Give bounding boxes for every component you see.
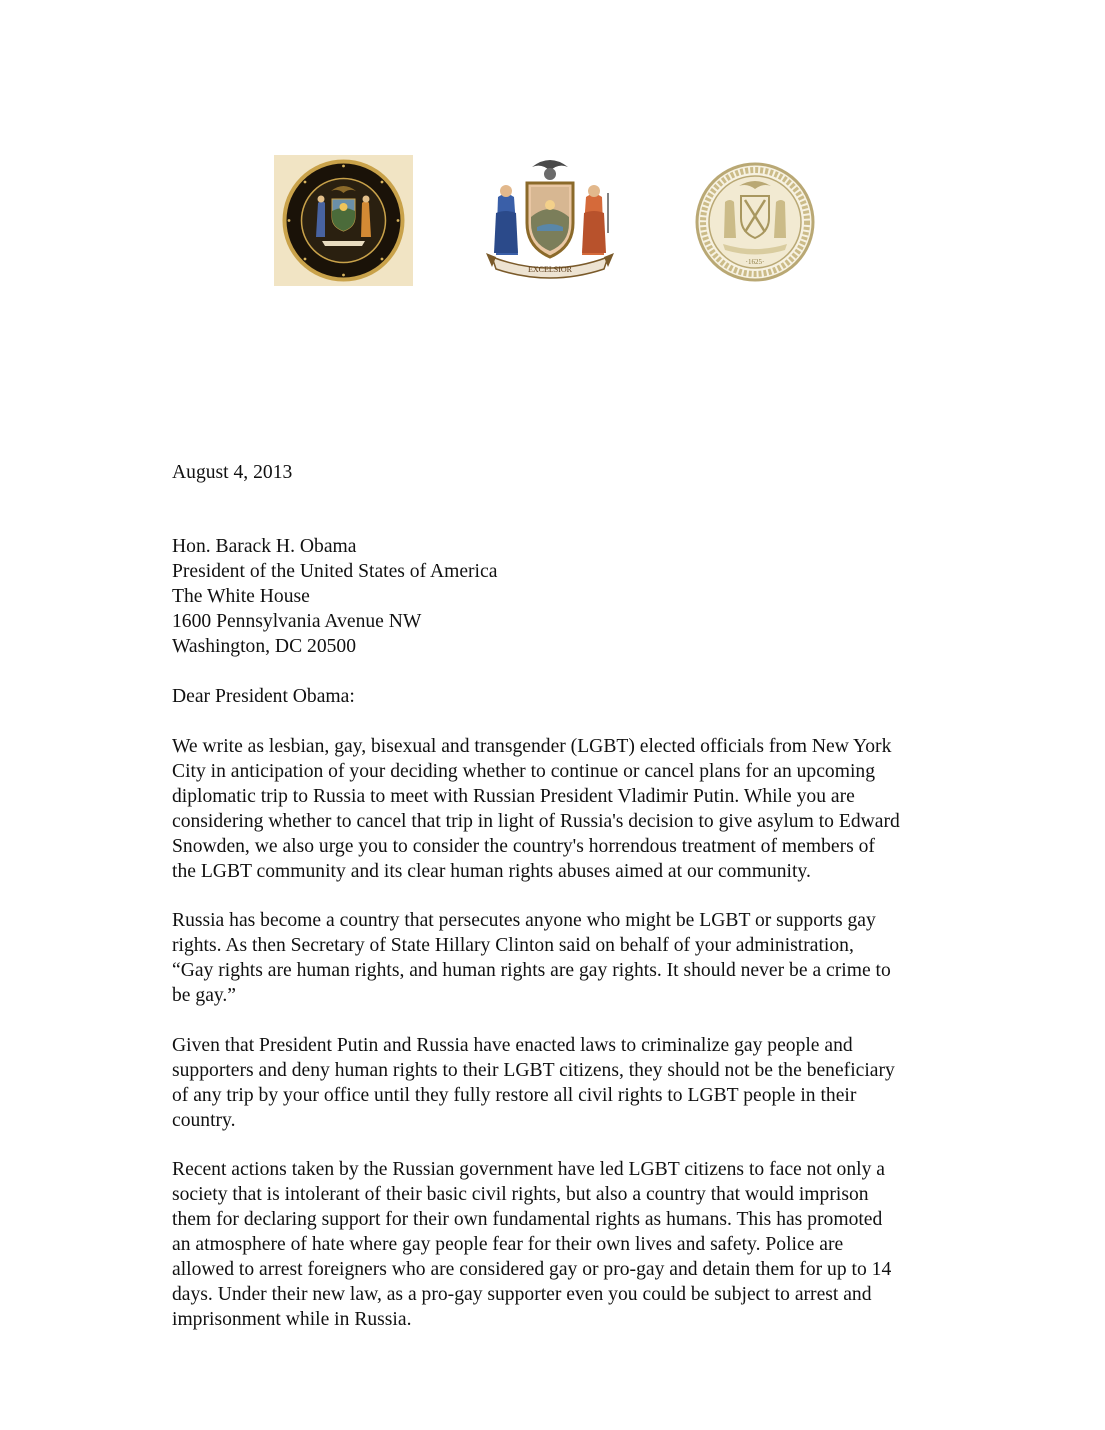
salutation: Dear President Obama: [172, 686, 355, 707]
svg-text:·1625·: ·1625· [745, 258, 765, 266]
state-seal-logo [274, 155, 413, 286]
body-paragraph: Given that President Putin and Russia have enacted laws to criminalize gay people and supporters and deny human rights to their LGBT citizens, they should not be the beneficiary of any trip by your office until they fully restore all civil rights to LGBT people in their country. [172, 1035, 895, 1131]
state-coat-of-arms-logo [482, 153, 618, 287]
body-paragraph: Russia has become a country that persecutes anyone who might be LGBT or supports gay rights. As then Secretary of State Hillary Clinton said on behalf of your administration, “Gay rights are human rights, and human rights are gay rights. It should never be a crime to be gay.” [172, 910, 891, 1006]
city-seal-logo [693, 162, 817, 282]
recipient-address: Hon. Barack H. Obama President of the United States of America The White House 1600 Pennsylvania Avenue NW Washington, DC 20500 [172, 536, 498, 657]
body-paragraph: We write as lesbian, gay, bisexual and transgender (LGBT) elected officials from New York City in anticipation of your deciding whether to continue or cancel plans for an upcoming diplomatic trip to Russia to meet with Russian President Vladimir Putin. While you are considering whether to cancel that trip in light of Russia's decision to give asylum to Edward Snowden, we also urge you to consider the country's horrendous treatment of members of the LGBT community and its clear human rights abuses aimed at our community. [172, 736, 900, 882]
svg-text:EXCELSIOR: EXCELSIOR [528, 265, 572, 274]
body-paragraph: Recent actions taken by the Russian government have led LGBT citizens to face not only a society that is intolerant of their basic civil rights, but also a country that would imprison them for declaring support for their own fundamental rights as humans. This has promoted an atmosphere of hate where gay people fear for their own lives and safety. Police are allowed to arrest foreigners who are considered gay or pro-gay and detain them for up to 14 days. Under their new law, as a pro-gay supporter even you could be subject to arrest and imprisonment while in Russia. [172, 1159, 892, 1330]
letter-date: August 4, 2013 [172, 462, 293, 483]
